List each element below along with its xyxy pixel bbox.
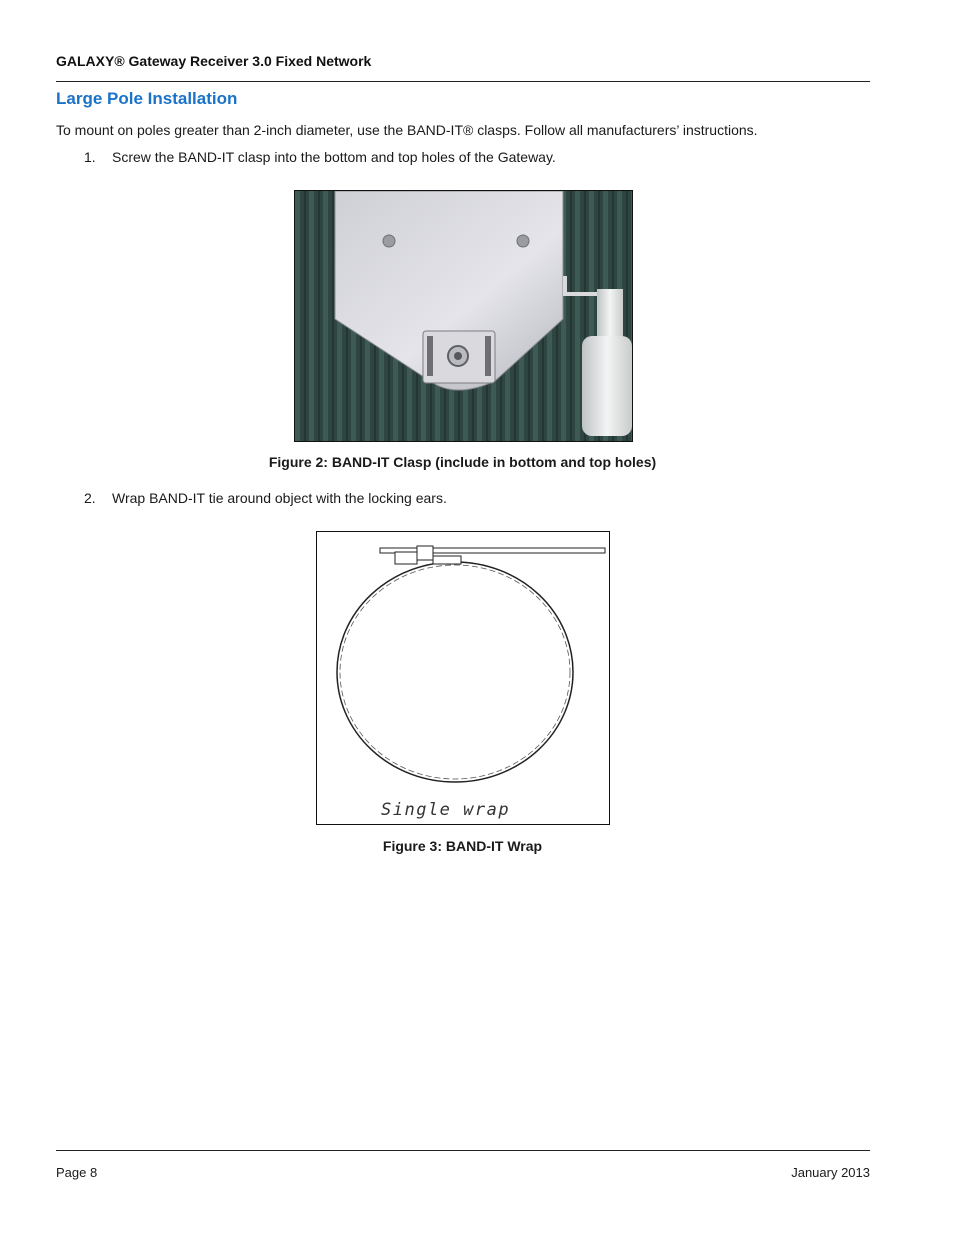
page-number: Page 8 bbox=[56, 1165, 98, 1180]
step-text: Wrap BAND-IT tie around object with the locking ears. bbox=[112, 490, 447, 506]
step-text: Screw the BAND-IT clasp into the bottom and top holes of the Gateway. bbox=[112, 149, 556, 165]
section-heading: Large Pole Installation bbox=[56, 89, 238, 108]
step-number: 2. bbox=[84, 490, 96, 506]
figure-3-caption: Figure 3: BAND-IT Wrap bbox=[382, 838, 543, 854]
figure-2-caption: Figure 2: BAND-IT Clasp (include in bottom and top holes) bbox=[268, 454, 657, 470]
intro-paragraph: To mount on poles greater than 2-inch diameter, use the BAND-IT® clasps. Follow all manufacturers’ instructions. bbox=[56, 122, 758, 138]
footer-divider bbox=[56, 1150, 870, 1151]
document-header-title: GALAXY® Gateway Receiver 3.0 Fixed Network bbox=[56, 53, 372, 69]
single-wrap-label: Single wrap bbox=[381, 800, 511, 820]
publication-date: January 2013 bbox=[791, 1165, 870, 1180]
header-divider bbox=[56, 81, 870, 82]
clasp-photo-illustration bbox=[295, 191, 632, 441]
step-item bbox=[84, 490, 447, 506]
band-it-clasp-photo bbox=[294, 190, 633, 442]
wrap-diagram-illustration bbox=[317, 532, 609, 824]
step-number: 1. bbox=[84, 149, 96, 165]
band-it-wrap-diagram bbox=[316, 531, 610, 825]
step-item bbox=[84, 149, 556, 165]
